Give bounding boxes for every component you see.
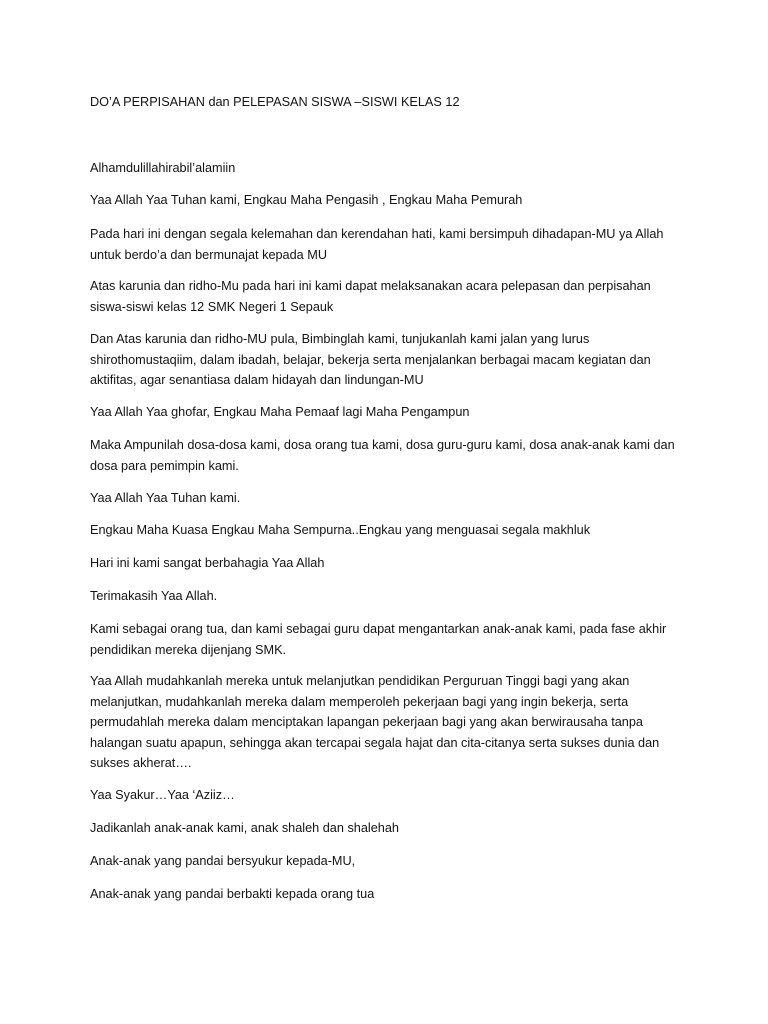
paragraph-opening: Alhamdulillahirabil’alamiin bbox=[90, 161, 236, 175]
paragraph-righteous-children: Jadikanlah anak-anak kami, anak shaleh dan shalehah bbox=[90, 821, 399, 835]
paragraph-devoted-children: Anak-anak yang pandai berbakti kepada orang tua bbox=[90, 887, 375, 901]
paragraph-forgiveness-request: Maka Ampunilah dosa-dosa kami, dosa orang tua kami, dosa guru-guru kami, dosa anak-anak kami dan dosa para pemimpin kami. bbox=[90, 438, 675, 473]
paragraph-invocation: Yaa Allah Yaa Tuhan kami, Engkau Maha Pengasih , Engkau Maha Pemurah bbox=[90, 193, 523, 207]
paragraph-parents-teachers: Kami sebagai orang tua, dan kami sebagai guru dapat mengantarkan anak-anak kami, pada fase akhir pendidikan mereka dijenjang SMK. bbox=[90, 622, 667, 657]
paragraph-gratitude-event: Atas karunia dan ridho-Mu pada hari ini kami dapat melaksanakan acara pelepasan dan perpisahan siswa-siswi kelas 12 SMK Negeri 1 Sepauk bbox=[90, 279, 651, 314]
paragraph-address: Yaa Allah Yaa Tuhan kami. bbox=[90, 491, 241, 505]
paragraph-almighty: Engkau Maha Kuasa Engkau Maha Sempurna..Engkau yang menguasai segala makhluk bbox=[90, 523, 591, 537]
paragraph-grateful-children: Anak-anak yang pandai bersyukur kepada-MU, bbox=[90, 854, 356, 868]
paragraph-thanks: Terimakasih Yaa Allah. bbox=[90, 589, 218, 603]
document-title: DO’A PERPISAHAN dan PELEPASAN SISWA –SISWI KELAS 12 bbox=[90, 95, 460, 109]
paragraph-humility: Pada hari ini dengan segala kelemahan dan kerendahan hati, kami bersimpuh dihadapan-MU ya Allah untuk berdo’a dan bermunajat kepada MU bbox=[90, 227, 664, 262]
paragraph-names: Yaa Syakur…Yaa ‘Aziiz… bbox=[90, 788, 235, 802]
paragraph-future: Yaa Allah mudahkanlah mereka untuk melanjutkan pendidikan Perguruan Tinggi bagi yang akan melanjutkan, mudahkanlah mereka dalam memperoleh pekerjaan bagi yang ingin bekerja, serta permudahlah mereka dalam menciptakan lapangan pekerjaan bagi yang akan berwirausaha tanpa halangan suatu apapun, sehingga akan tercapai segala hajat dan cita-citanya serta sukses dunia dan sukses akherat…. bbox=[90, 674, 660, 770]
paragraph-forgiving: Yaa Allah Yaa ghofar, Engkau Maha Pemaaf lagi Maha Pengampun bbox=[90, 405, 470, 419]
paragraph-guidance: Dan Atas karunia dan ridho-MU pula, Bimbinglah kami, tunjukanlah kami jalan yang lurus shirothomustaqiim, dalam ibadah, belajar, bekerja serta menjalankan berbagai macam kegiatan dan aktifitas, agar senantiasa dalam hidayah dan lindungan-MU bbox=[90, 332, 651, 387]
paragraph-happiness: Hari ini kami sangat berbahagia Yaa Allah bbox=[90, 556, 325, 570]
